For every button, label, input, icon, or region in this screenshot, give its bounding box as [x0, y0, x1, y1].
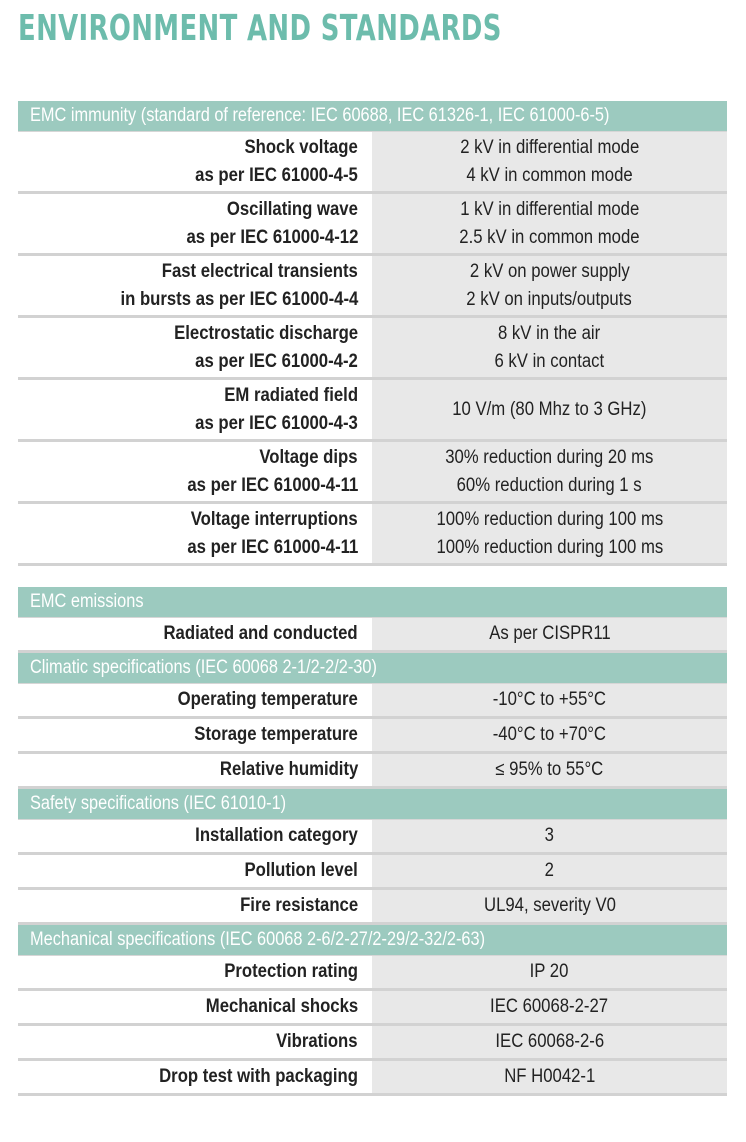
row-value-line: 8 kV in the air: [498, 322, 601, 344]
row-value-line: 60% reduction during 1 s: [457, 474, 642, 496]
section-header-text: Mechanical specifications (IEC 60068 2-6/2-27/2-29/2-32/2-63): [30, 929, 486, 950]
section-spacer: [18, 566, 727, 587]
row-label-line: Voltage dips: [259, 446, 358, 468]
table-row: [18, 684, 727, 719]
row-value: [372, 194, 727, 253]
row-label: [18, 956, 372, 988]
table-row: [18, 890, 727, 925]
table-row: [18, 442, 727, 504]
table-row: [18, 618, 727, 653]
row-value-line: -40°C to +70°C: [492, 724, 607, 745]
row-value-line: IEC 60068-2-6: [495, 1031, 604, 1052]
table-row: [18, 719, 727, 754]
row-label-line: Vibrations: [276, 1031, 358, 1052]
row-label: [18, 855, 372, 887]
row-value-line: IP 20: [530, 961, 569, 982]
row-value-line: -10°C to +55°C: [492, 689, 607, 710]
section-header: [18, 925, 727, 956]
table-row: [18, 504, 727, 566]
row-value: [372, 442, 727, 501]
row-label-line: Voltage interruptions: [191, 508, 358, 530]
row-label-line: Electrostatic discharge: [173, 322, 358, 344]
row-label-line: as per IEC 61000-4-5: [195, 164, 358, 186]
row-value: [372, 991, 727, 1023]
row-label-line: Operating temperature: [177, 689, 358, 710]
row-label-line: as per IEC 61000-4-11: [186, 536, 358, 558]
row-label-line: Mechanical shocks: [205, 996, 358, 1017]
row-value-line: As per CISPR11: [488, 623, 611, 644]
row-label: [18, 194, 372, 253]
row-value-line: 2: [544, 860, 555, 881]
table-row: [18, 991, 727, 1026]
table-row: [18, 956, 727, 991]
row-label: [18, 318, 372, 377]
section-header: [18, 587, 727, 618]
row-label-line: Oscillating wave: [226, 198, 358, 220]
table-row: [18, 820, 727, 855]
table-row: [18, 1061, 727, 1096]
row-label: [18, 890, 372, 922]
row-label-line: Fire resistance: [239, 895, 358, 916]
row-value-line: NF H0042-1: [503, 1066, 596, 1087]
row-label: [18, 1061, 372, 1093]
row-label: [18, 754, 372, 786]
row-label-line: as per IEC 61000-4-11: [186, 474, 358, 496]
row-value-line: 2 kV on inputs/outputs: [466, 288, 633, 310]
row-value: [372, 890, 727, 922]
row-label-line: Fast electrical transients: [161, 260, 358, 282]
row-value: [372, 1061, 727, 1093]
row-value: [372, 820, 727, 852]
row-label: [18, 684, 372, 716]
row-label-line: as per IEC 61000-4-3: [195, 412, 358, 434]
row-label: [18, 719, 372, 751]
table-row: [18, 256, 727, 318]
row-label-line: Shock voltage: [244, 136, 358, 158]
section-header-text: Safety specifications (IEC 61010-1): [30, 793, 287, 814]
table-row: [18, 754, 727, 789]
row-value-line: 4 kV in common mode: [466, 164, 633, 186]
row-value: [372, 618, 727, 650]
row-label: [18, 256, 372, 315]
row-label: [18, 442, 372, 501]
section-header: [18, 789, 727, 820]
row-label: [18, 132, 372, 191]
table-row: [18, 318, 727, 380]
row-value-line: 1 kV in differential mode: [459, 198, 640, 220]
row-value: [372, 684, 727, 716]
row-value: [372, 256, 727, 315]
row-value-line: 2.5 kV in common mode: [459, 226, 640, 248]
row-value-line: UL94, severity V0: [483, 895, 616, 916]
row-label-line: Radiated and conducted: [163, 623, 358, 644]
row-label-line: Pollution level: [244, 860, 358, 881]
row-value-line: 100% reduction during 100 ms: [436, 536, 663, 558]
row-value: [372, 504, 727, 563]
row-label-line: in bursts as per IEC 61000-4-4: [120, 288, 358, 310]
row-value: [372, 855, 727, 887]
table-row: [18, 132, 727, 194]
row-value: [372, 956, 727, 988]
page-title: ENVIRONMENT AND STANDARDS: [18, 8, 502, 49]
row-value-line: 2 kV in differential mode: [459, 136, 640, 158]
row-value: [372, 1026, 727, 1058]
row-label: [18, 1026, 372, 1058]
row-value-line: 6 kV in contact: [494, 350, 605, 372]
table-row: [18, 1026, 727, 1061]
table-row: [18, 194, 727, 256]
row-label-line: as per IEC 61000-4-2: [195, 350, 358, 372]
section-header-text: Climatic specifications (IEC 60068 2-1/2-2/2-30): [30, 657, 377, 678]
row-label-line: as per IEC 61000-4-12: [186, 226, 358, 248]
section-header-text: EMC immunity (standard of reference: IEC 60688, IEC 61326-1, IEC 61000-6-5): [30, 105, 610, 126]
table-row: [18, 380, 727, 442]
row-value-line: 100% reduction during 100 ms: [436, 508, 663, 530]
row-value: [372, 754, 727, 786]
spec-tables: [18, 101, 727, 1096]
row-label: [18, 820, 372, 852]
row-value: [372, 380, 727, 439]
row-label-line: Installation category: [195, 825, 358, 846]
table-row: [18, 855, 727, 890]
section-header: [18, 101, 727, 132]
row-value-line: 3: [544, 825, 555, 846]
row-label: [18, 504, 372, 563]
section-header: [18, 653, 727, 684]
row-label-line: Protection rating: [224, 961, 358, 982]
row-value-line: 2 kV on power supply: [469, 260, 630, 282]
row-label-line: Drop test with packaging: [159, 1066, 358, 1087]
row-label: [18, 618, 372, 650]
row-value-line: ≤ 95% to 55°C: [495, 759, 604, 780]
row-label-line: Relative humidity: [219, 759, 358, 780]
row-label: [18, 991, 372, 1023]
row-value-line: 30% reduction during 20 ms: [445, 446, 654, 468]
row-value-line: IEC 60068-2-27: [490, 996, 609, 1017]
row-value: [372, 719, 727, 751]
row-label-line: EM radiated field: [224, 384, 358, 406]
row-value: [372, 132, 727, 191]
row-label: [18, 380, 372, 439]
row-value: [372, 318, 727, 377]
row-value-line: 10 V/m (80 Mhz to 3 GHz): [452, 398, 647, 420]
section-header-text: EMC emissions: [30, 591, 144, 612]
row-label-line: Storage temperature: [194, 724, 358, 745]
